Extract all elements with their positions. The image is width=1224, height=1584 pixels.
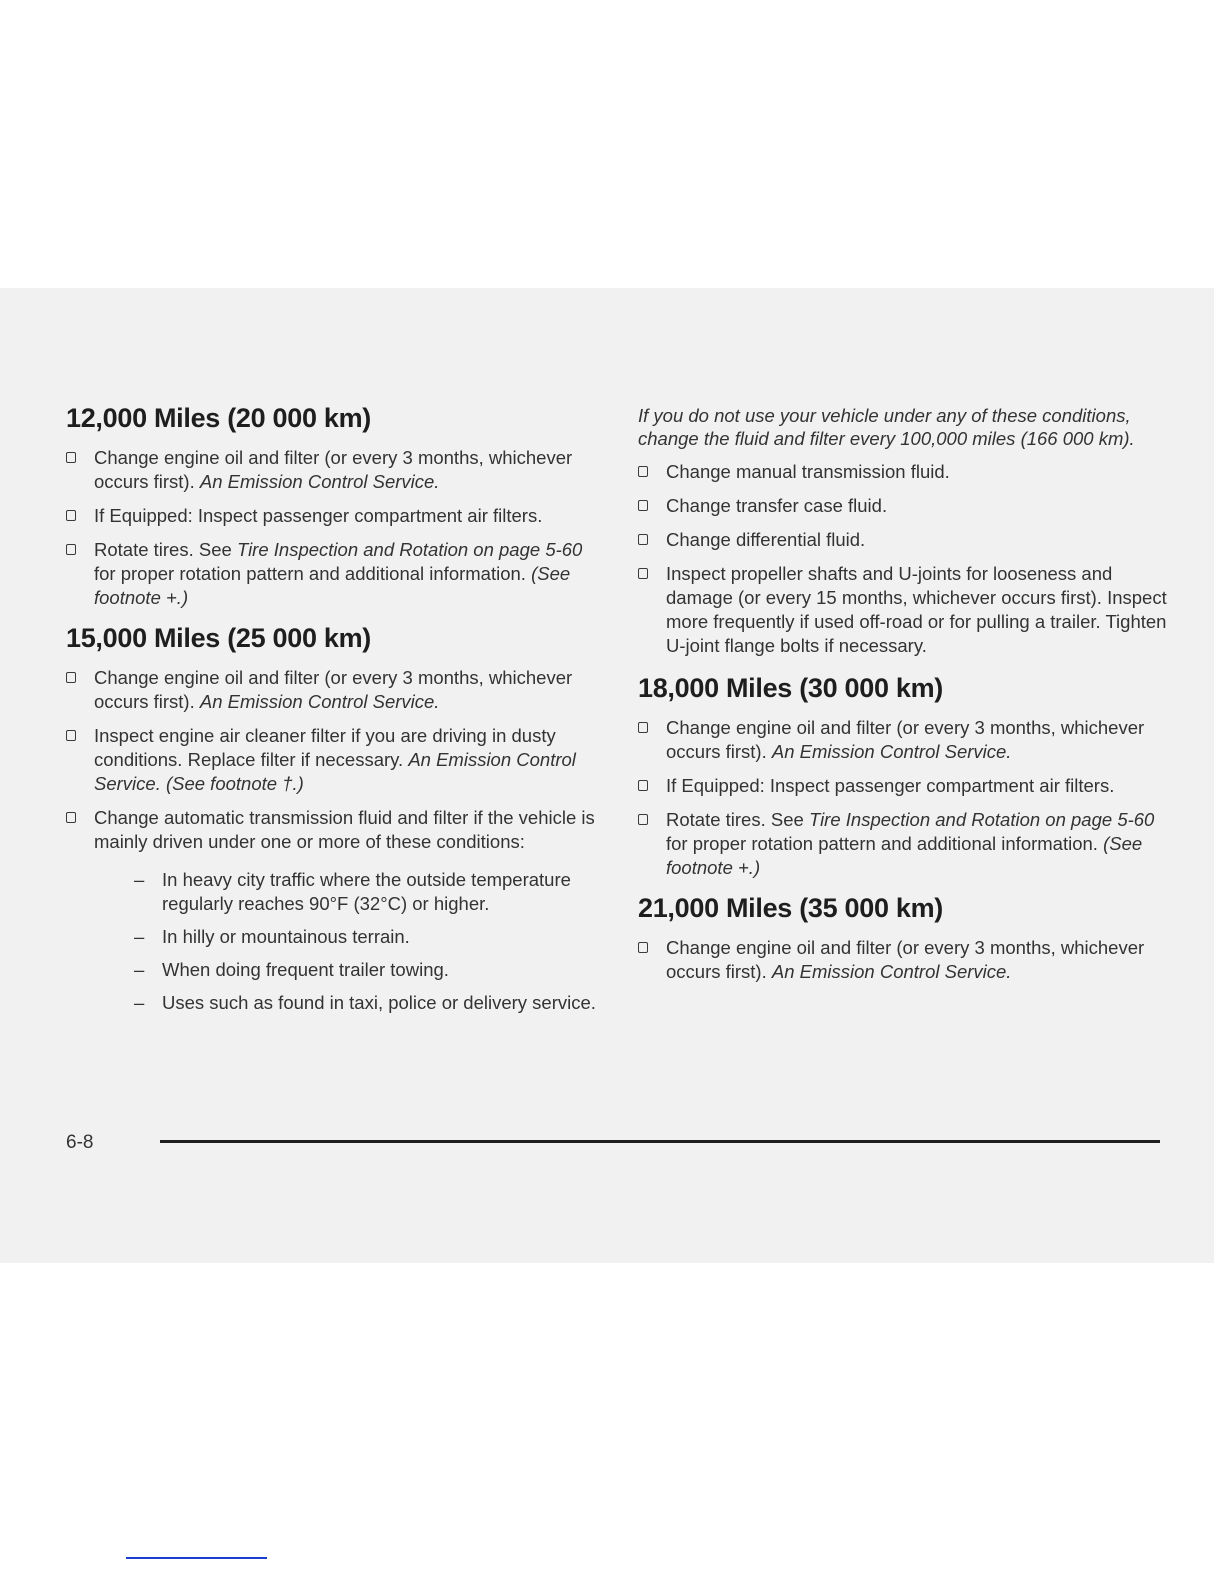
checklist-item: [66, 446, 596, 494]
checklist-item: [66, 724, 596, 796]
cross-reference: Tire Inspection and Rotation on page 5-60: [236, 539, 583, 560]
checkbox-icon[interactable]: [638, 780, 648, 791]
item-text: Change engine oil and filter (or every 3 months, whichever occurs first).: [666, 937, 1145, 982]
dash-icon: –: [134, 869, 145, 890]
condition-item: [134, 958, 596, 982]
checklist: [66, 666, 596, 1015]
section-title: 18,000 Miles (30 000 km): [638, 673, 944, 703]
condition-item: [134, 868, 596, 916]
item-text: Inspect engine air cleaner filter if you are driving in dusty conditions. Replace filter if necessary.: [94, 725, 556, 770]
checkbox-icon[interactable]: [66, 544, 76, 555]
condition-text: In hilly or mountainous terrain.: [162, 926, 410, 947]
conditions-list: [94, 868, 596, 1015]
footer-rule: [160, 1140, 1160, 1143]
checklist: [638, 460, 1168, 658]
item-italic: An Emission Control Service.: [199, 691, 440, 712]
left-column: [66, 402, 596, 1025]
checklist-item: [638, 774, 1168, 798]
item-italic: An Emission Control Service. (See footnote †.): [94, 749, 576, 794]
checklist-item: [66, 666, 596, 714]
item-italic: An Emission Control Service.: [771, 961, 1012, 982]
dash-icon: –: [134, 992, 145, 1013]
item-italic: An Emission Control Service.: [771, 741, 1012, 762]
checkbox-icon[interactable]: [66, 452, 76, 463]
checklist: [66, 446, 596, 610]
section-title: 12,000 Miles (20 000 km): [66, 403, 372, 433]
checklist-item: [638, 936, 1168, 984]
checkbox-icon[interactable]: [638, 568, 648, 579]
checklist-item: [638, 562, 1168, 658]
intro-note: If you do not use your vehicle under any of these conditions, change the fluid and filter every 100,000 miles (166 000 km).: [638, 405, 1135, 449]
item-text: for proper rotation pattern and additional information.: [666, 833, 1104, 854]
checkbox-icon[interactable]: [638, 814, 648, 825]
checkbox-icon[interactable]: [66, 672, 76, 683]
item-text: Change transfer case fluid.: [666, 495, 888, 516]
checklist-item: [66, 538, 596, 610]
checkbox-icon[interactable]: [638, 466, 648, 477]
item-text: Change engine oil and filter (or every 3 months, whichever occurs first).: [94, 447, 573, 492]
checklist-item: [66, 504, 596, 528]
item-text: Rotate tires. See: [666, 809, 809, 830]
item-text: Change engine oil and filter (or every 3 months, whichever occurs first).: [94, 667, 573, 712]
item-text: Change differential fluid.: [666, 529, 866, 550]
section-12000-miles: [66, 402, 596, 610]
item-text: Rotate tires. See: [94, 539, 237, 560]
condition-text: When doing frequent trailer towing.: [162, 959, 449, 980]
checklist: [638, 716, 1168, 880]
checkbox-icon[interactable]: [638, 722, 648, 733]
item-text: Change engine oil and filter (or every 3 months, whichever occurs first).: [666, 717, 1145, 762]
checklist-item: [638, 528, 1168, 552]
condition-item: [134, 925, 596, 949]
item-italic: An Emission Control Service.: [199, 471, 440, 492]
condition-item: [134, 991, 596, 1015]
section-15000-miles: [66, 622, 596, 1015]
section-title: 21,000 Miles (35 000 km): [638, 893, 944, 923]
footnote-ref: (See footnote +.): [94, 563, 571, 608]
item-text: Inspect propeller shafts and U-joints for looseness and damage (or every 15 months, whichever occurs first). Inspect more frequently if used off-road or for pulling a trailer. Tighten U-joint flange bolts if necessary.: [666, 563, 1167, 656]
checklist-item: [638, 808, 1168, 880]
dash-icon: –: [134, 959, 145, 980]
page-number: 6-8: [66, 1132, 94, 1153]
checkbox-icon[interactable]: [638, 534, 648, 545]
section-21000-miles: [638, 892, 1168, 984]
checklist: [638, 936, 1168, 984]
checklist-item: [638, 460, 1168, 484]
checkbox-icon[interactable]: [66, 510, 76, 521]
item-text: Change manual transmission fluid.: [666, 461, 950, 482]
checkbox-icon[interactable]: [66, 730, 76, 741]
checkbox-icon[interactable]: [638, 942, 648, 953]
checklist-item: [638, 716, 1168, 764]
cross-reference: Tire Inspection and Rotation on page 5-60: [808, 809, 1155, 830]
condition-text: In heavy city traffic where the outside temperature regularly reaches 90°F (32°C) or higher.: [162, 869, 571, 914]
checklist-item: [638, 494, 1168, 518]
item-text: Change automatic transmission fluid and filter if the vehicle is mainly driven under one or more of these conditions:: [94, 807, 595, 852]
section-18000-miles: [638, 672, 1168, 880]
right-column: [638, 404, 1168, 994]
section-title: 15,000 Miles (25 000 km): [66, 623, 372, 653]
item-text: If Equipped: Inspect passenger compartment air filters.: [666, 775, 1115, 796]
item-text: for proper rotation pattern and additional information.: [94, 563, 532, 584]
checklist-item: [66, 806, 596, 1015]
bottom-link-underline[interactable]: [126, 1557, 267, 1559]
dash-icon: –: [134, 926, 145, 947]
checkbox-icon[interactable]: [638, 500, 648, 511]
footnote-ref: (See footnote +.): [666, 833, 1143, 878]
item-text: If Equipped: Inspect passenger compartment air filters.: [94, 505, 543, 526]
condition-text: Uses such as found in taxi, police or delivery service.: [162, 992, 596, 1013]
checkbox-icon[interactable]: [66, 812, 76, 823]
